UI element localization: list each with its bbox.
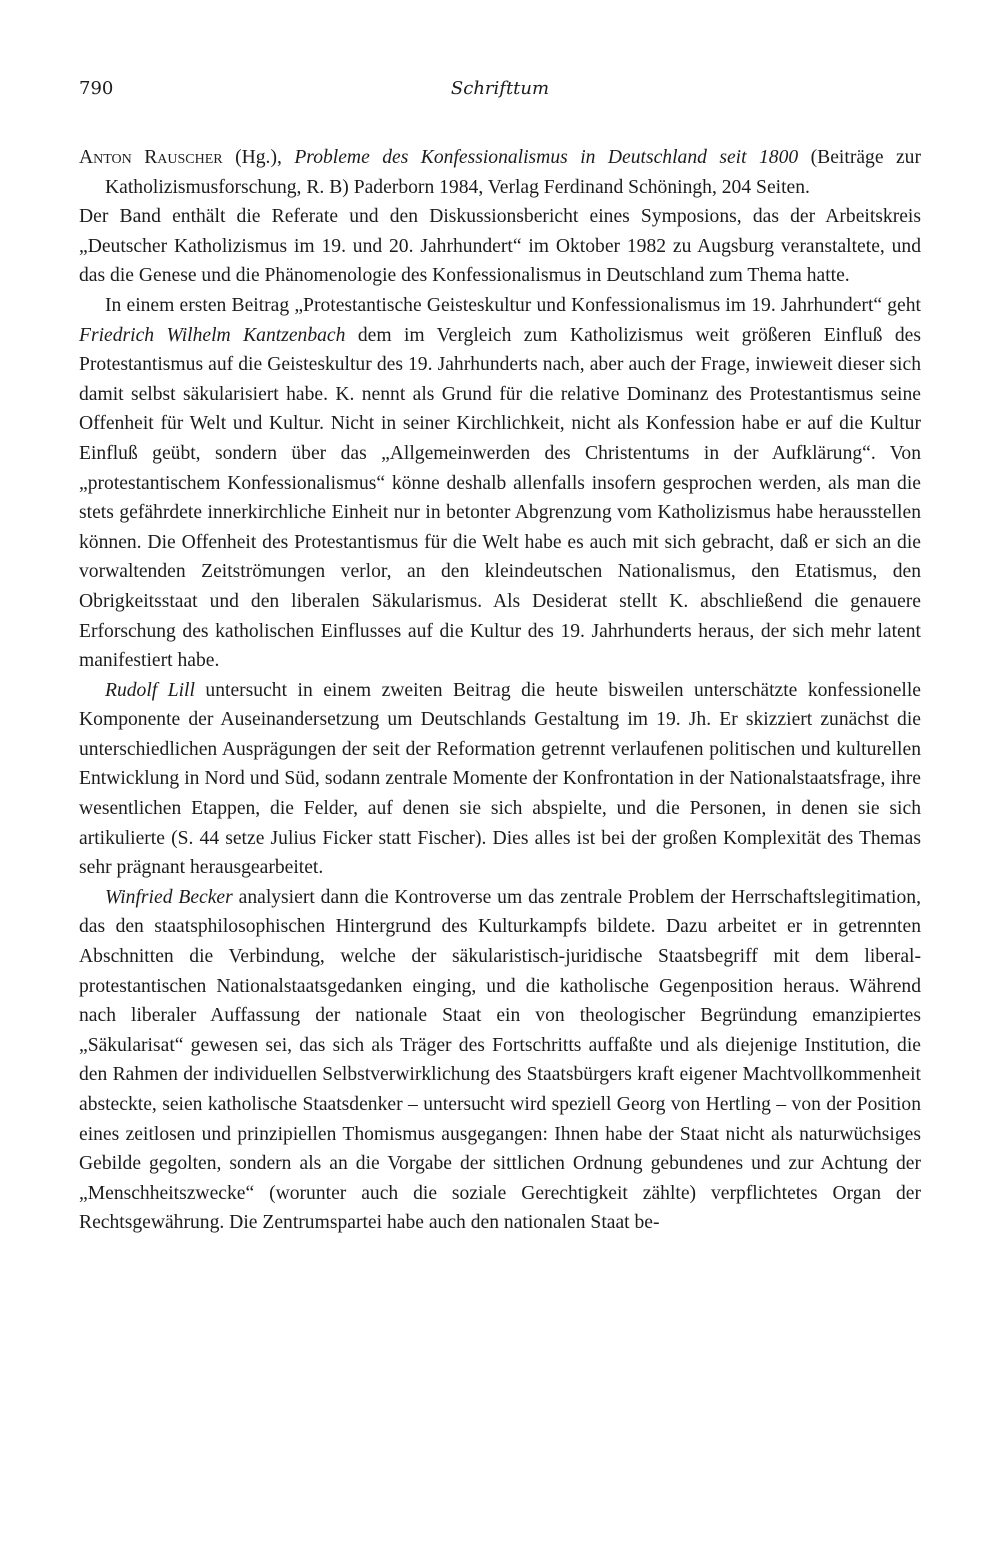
paragraph-4-text: analysiert dann die Kontroverse um das zentrale Problem der Herrschaftslegitimation, das den staatsphilosophischen Hintergrund des Kulturkampfs bildete. Dazu arbeitet er in getrennten Abschnitten die Verbindung, welche der säkularistisch-juridische Staatsbegriff mit dem liberal-protestantischen Nationalstaatsgedanken einging, und die katholische Gegenposition heraus. Während nach liberaler Auffassung der nationale Staat ein von theologischer Begründung emanzipiertes „Säkularisat“ gewesen sei, das sich als Träger des Fortschritts auffaßte und als diejenige Institution, die den Rahmen der individuellen Selbstverwirklichung des Staatsbürgers kraft eigener Machtvollkommenheit absteckte, seien katholische Staatsdenker – untersucht wird speziell Georg von Hertling – von der Position eines zeitlosen und prinzipiellen Thomismus ausgegangen: Ihnen habe der Staat nicht als naturwüchsiges Gebilde gegolten, sondern als an die Vorgabe der sittlichen Ordnung gebundenes und zur Achtung der „Menschheitszwecke“ (worunter auch die soziale Gerechtigkeit zählte) verpflichtetes Organ der Rechtsgewährung. Die Zentrumspartei habe auch den nationalen Staat be- [79,886,921,1234]
paragraph-2 [79,291,921,676]
review-body [79,143,921,1238]
paragraph-3-text: untersucht in einem zweiten Beitrag die heute bisweilen unterschätzte konfessionelle Komponente der Auseinandersetzung um Deutschlands Gestaltung im 19. Jh. Er skizziert zunächst die unterschiedlichen Ausprägungen der seit der Reformation getrennt verlaufenen politischen und kulturellen Entwicklung in Nord und Süd, sodann zentrale Momente der Konfrontation in der Nationalstaatsfrage, ihre wesentlichen Etappen, die Felder, auf denen sie sich abspielte, und die Personen, in denen sie sich artikulierte (S. 44 setze Julius Ficker statt Fischer). Dies alles ist bei der großen Komplexität des Themas sehr prägnant herausgearbeitet. [79,679,922,879]
contributor-name-becker: Winfried Becker [105,886,233,908]
book-citation [79,143,921,202]
citation-author: Anton Rauscher [79,147,223,168]
running-head [79,78,921,108]
contributor-name-kantzenbach: Friedrich Wilhelm Kantzenbach [79,324,346,346]
paragraph-4 [79,883,921,1238]
citation-editor-note: (Hg.), [222,147,295,168]
citation-details: (Beiträge zur Katholizismusforschung, R. B) Paderborn 1984, Verlag Ferdinand Schöningh, 204 Seiten. [105,147,921,198]
running-title: Schrifttum [450,78,550,99]
paragraph-3 [79,676,921,883]
paragraph-2-lead: In einem ersten Beitrag „Protestantische Geisteskultur und Konfessionalismus im 19. Jahrhundert“ geht [105,294,921,316]
paragraph-1: Der Band enthält die Referate und den Diskussionsbericht eines Symposions, das der Arbeitskreis „Deutscher Katholizismus im 19. und 20. Jahrhundert“ im Oktober 1982 zu Augsburg veranstaltete, und das die Genese und die Phänomenologie des Konfessionalismus in Deutschland zum Thema hatte. [79,206,921,287]
citation-book-title: Probleme des Konfessionalismus in Deutschland seit 1800 [294,147,799,168]
contributor-name-lill: Rudolf Lill [105,679,195,701]
page-number: 790 [79,78,114,99]
paragraph-2-text: dem im Vergleich zum Katholizismus weit größeren Einfluß des Protestantismus auf die Geisteskultur des 19. Jahrhunderts nach, aber auch der Frage, inwieweit dieser sich damit selbst säkularisiert habe. K. nennt als Grund für die relative Dominanz des Protestantismus seine Offenheit für Welt und Kultur. Nicht in seiner Kirchlichkeit, nicht als Konfession habe er auf die Kultur Einfluß geübt, sondern über das „Allgemeinwerden des Christentums in der Aufklärung“. Von „protestantischem Konfessionalismus“ könne deshalb allenfalls insofern gesprochen werden, als man die stets gefährdete innerkirchliche Einheit nur in betonter Abgrenzung vom Katholizismus habe herausstellen können. Die Offenheit des Protestantismus für die Welt habe es auch mit sich gebracht, daß er sich an die vorwaltenden Zeitströmungen verlor, an den kleindeutschen Nationalismus, den Etatismus, den Obrigkeitsstaat und den liberalen Säkularismus. Als Desiderat stellt K. abschließend die genauere Erforschung des katholischen Einflusses auf die Kultur des 19. Jahrhunderts heraus, der sich mehr latent manifestiert habe. [79,324,921,672]
